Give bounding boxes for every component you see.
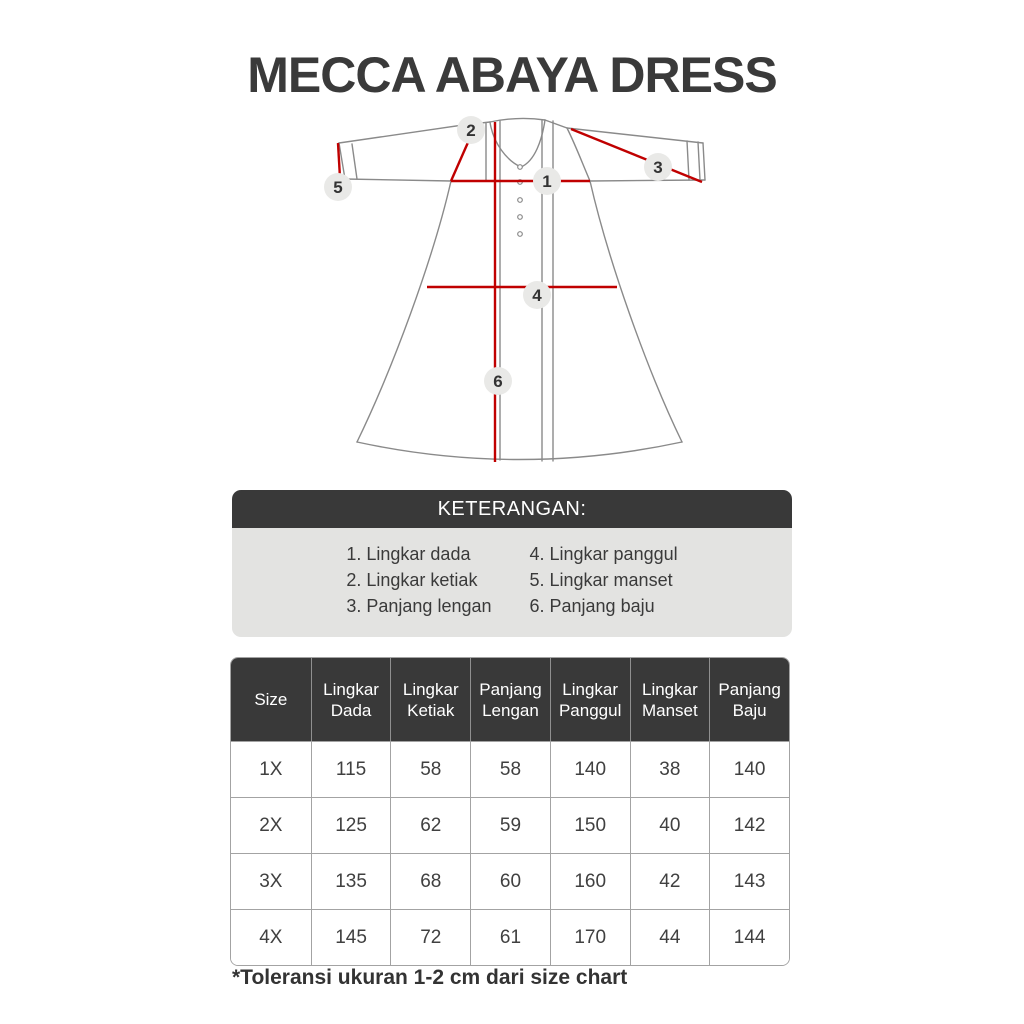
measurement-cell: 150 — [550, 797, 630, 853]
column-header: Lingkar Panggul — [550, 658, 630, 741]
measurement-cell: 44 — [630, 909, 710, 965]
button-dot — [518, 232, 523, 237]
column-header: Panjang Baju — [709, 658, 789, 741]
measurement-cell: 42 — [630, 853, 710, 909]
button-dot — [518, 215, 523, 220]
sleeve-length-measure-line — [571, 129, 702, 182]
measurement-cell: 140 — [550, 741, 630, 797]
measurement-cell: 135 — [311, 853, 391, 909]
table-row — [231, 909, 789, 965]
measurement-cell: 61 — [470, 909, 550, 965]
table-row — [231, 797, 789, 853]
marker-number-4: 4 — [532, 286, 542, 305]
legend-item: 6. Panjang baju — [529, 596, 655, 616]
measurement-cell: 143 — [709, 853, 789, 909]
size-cell: 2X — [231, 797, 311, 853]
tolerance-footnote: *Toleransi ukuran 1-2 cm dari size chart — [232, 966, 628, 989]
measurement-cell: 72 — [390, 909, 470, 965]
measurement-cell: 170 — [550, 909, 630, 965]
column-header: Lingkar Dada — [311, 658, 391, 741]
marker-number-1: 1 — [542, 172, 552, 191]
measurement-cell: 125 — [311, 797, 391, 853]
column-header: Lingkar Manset — [630, 658, 710, 741]
measurement-cell: 58 — [470, 741, 550, 797]
column-header: Panjang Lengan — [470, 658, 550, 741]
size-cell: 3X — [231, 853, 311, 909]
legend-header: KETERANGAN: — [232, 490, 792, 528]
measurement-cell: 142 — [709, 797, 789, 853]
legend-body — [232, 528, 792, 637]
column-header: Size — [231, 658, 311, 741]
button-dot — [518, 198, 523, 203]
button-dot — [518, 165, 523, 170]
table-header-row — [231, 658, 789, 741]
size-cell: 4X — [231, 909, 311, 965]
marker-number-6: 6 — [493, 372, 503, 391]
legend-item: 2. Lingkar ketiak — [346, 570, 478, 590]
marker-number-5: 5 — [333, 178, 343, 197]
measurement-cell: 145 — [311, 909, 391, 965]
marker-number-3: 3 — [653, 158, 663, 177]
measurement-cell: 160 — [550, 853, 630, 909]
column-header: Lingkar Ketiak — [390, 658, 470, 741]
measurement-cell: 38 — [630, 741, 710, 797]
legend-item: 3. Panjang lengan — [346, 596, 492, 616]
table-row — [231, 853, 789, 909]
measurement-cell: 40 — [630, 797, 710, 853]
legend-column-right — [530, 543, 678, 617]
marker-number-2: 2 — [466, 121, 476, 140]
measurement-cell: 62 — [390, 797, 470, 853]
size-cell: 1X — [231, 741, 311, 797]
dress-measurement-diagram — [290, 105, 740, 485]
table-row — [231, 741, 789, 797]
legend-item: 1. Lingkar dada — [346, 544, 471, 564]
measurement-cell: 115 — [311, 741, 391, 797]
measurement-cell: 58 — [390, 741, 470, 797]
measurement-cell: 144 — [709, 909, 789, 965]
measurement-cell: 68 — [390, 853, 470, 909]
size-chart-table — [230, 657, 790, 966]
legend-column-left — [346, 543, 491, 617]
table-body — [231, 741, 789, 965]
legend-item: 4. Lingkar panggul — [529, 544, 678, 564]
legend-box — [232, 490, 792, 637]
measurement-cell: 60 — [470, 853, 550, 909]
marker-badges — [324, 116, 672, 395]
legend-item: 5. Lingkar manset — [529, 570, 673, 590]
page-title: MECCA ABAYA DRESS — [247, 47, 777, 103]
measurement-cell: 140 — [709, 741, 789, 797]
measurement-cell: 59 — [470, 797, 550, 853]
